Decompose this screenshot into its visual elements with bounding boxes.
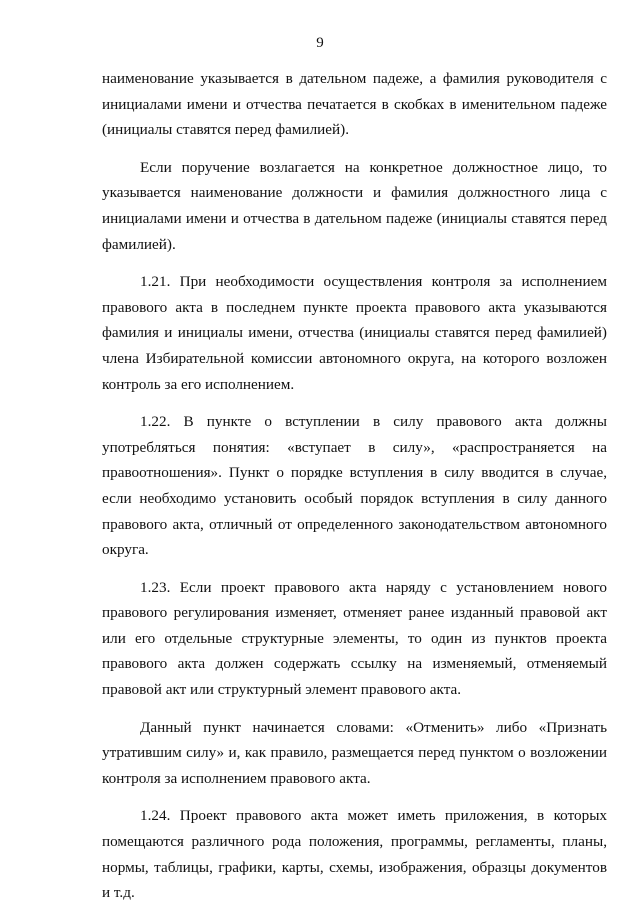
- paragraph-1-24: 1.24. Проект правового акта может иметь приложения, в которых помещаются различного рода положения, программы, регламенты, планы, нормы, таблицы, графики, карты, схемы, изображения, образцы документов и т.д.: [102, 807, 607, 902]
- paragraph-1-22: 1.22. В пункте о вступлении в силу правового акта должны употребляться понятия: «вступает в силу», «распространяется на правоотношения». Пункт о порядке вступления в силу вводится в случае, если необходимо установить особый порядок вступления в силу данного правового акта, отличный от определенного законодательством автономного округа.: [102, 413, 607, 559]
- paragraph-assignment-official: Если поручение возлагается на конкретное должностное лицо, то указывается наименование должности и фамилия должностного лица с инициалами имени и отчества в дательном падеже (инициалы ставятся перед фамилией).: [102, 158, 607, 253]
- paragraph-repeal-clause: Данный пункт начинается словами: «Отменить» либо «Признать утратившим силу» и, как правило, размещается перед пунктом о возложении контроля за исполнением правового акта.: [102, 718, 607, 787]
- document-body: [102, 66, 607, 918]
- paragraph-continuation: наименование указывается в дательном падеже, а фамилия руководителя с инициалами имени и отчества печатается в скобках в именительном падеже (инициалы ставятся перед фамилией).: [102, 70, 607, 139]
- paragraph-1-21: 1.21. При необходимости осуществления контроля за исполнением правового акта в последнем пункте проекта правового акта указываются фамилия и инициалы имени, отчества (инициалы ставятся перед фамилией) члена Избирательной комиссии автономного округа, на которого возложен контроль за его исполнением.: [102, 273, 607, 393]
- paragraph-1-23: 1.23. Если проект правового акта наряду с установлением нового правового регулирования изменяет, отменяет ранее изданный правовой акт или его отдельные структурные элементы, то один из пунктов проекта правового акта должен содержать ссылку на изменяемый, отменяемый правовой акт или структурный элемент правового акта.: [102, 578, 607, 699]
- page-number: 9: [316, 35, 324, 51]
